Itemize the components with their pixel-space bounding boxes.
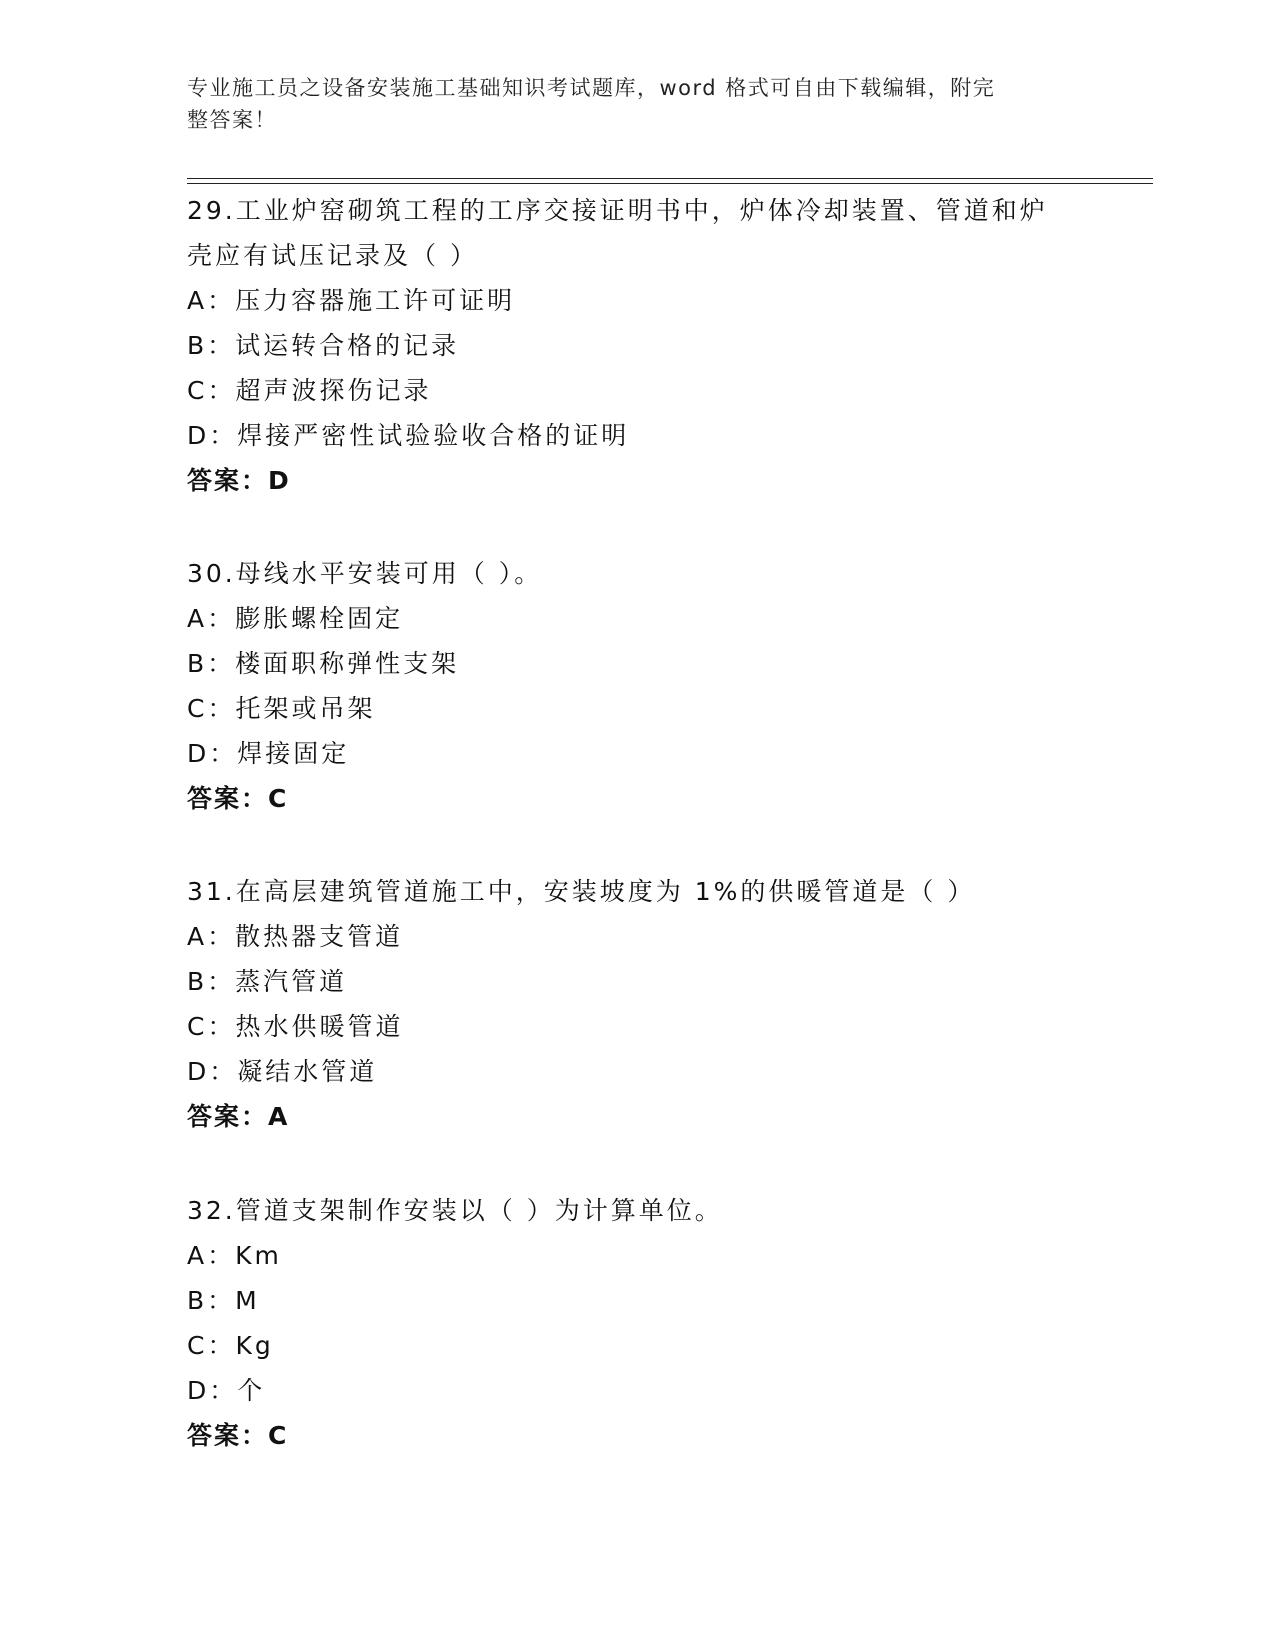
question-stem-line: 29.工业炉窑砌筑工程的工序交接证明书中，炉体冷却装置、管道和炉 <box>187 196 1048 225</box>
question-stem-line: 壳应有试压记录及（ ） <box>187 241 478 270</box>
option-d: D：凝结水管道 <box>187 1057 378 1086</box>
header-line-2: 整答案！ <box>187 108 277 132</box>
option-c: C：托架或吊架 <box>187 694 376 723</box>
option-d: D：焊接固定 <box>187 739 350 768</box>
question-stem-line: 30.母线水平安装可用（ ）。 <box>187 559 543 588</box>
document-header <box>187 72 1067 136</box>
option-d: D：个 <box>187 1376 266 1405</box>
option-a: A：膨胀螺栓固定 <box>187 604 404 633</box>
option-c: C：热水供暖管道 <box>187 1012 404 1041</box>
answer-line: 答案：C <box>187 784 289 813</box>
option-d: D：焊接严密性试验验收合格的证明 <box>187 421 630 450</box>
question-stem-line: 31.在高层建筑管道施工中，安装坡度为 1%的供暖管道是（ ） <box>187 877 976 906</box>
option-c: C：Kg <box>187 1331 274 1360</box>
answer-line: 答案：D <box>187 466 291 495</box>
question-29 <box>187 188 1087 503</box>
header-divider-top <box>187 178 1153 179</box>
option-b: B：蒸汽管道 <box>187 967 348 996</box>
header-line-1: 专业施工员之设备安装施工基础知识考试题库，word 格式可自由下载编辑，附完 <box>187 76 996 100</box>
option-b: B：楼面职称弹性支架 <box>187 649 460 678</box>
answer-line: 答案：A <box>187 1102 290 1131</box>
question-stem-line: 32.管道支架制作安装以（ ）为计算单位。 <box>187 1196 723 1225</box>
option-a: A：Km <box>187 1241 282 1270</box>
header-divider-bottom <box>187 183 1153 184</box>
answer-line: 答案：C <box>187 1421 289 1450</box>
option-b: B：试运转合格的记录 <box>187 331 460 360</box>
question-30 <box>187 551 1087 821</box>
option-a: A：压力容器施工许可证明 <box>187 286 516 315</box>
question-32 <box>187 1188 1087 1458</box>
option-c: C：超声波探伤记录 <box>187 376 432 405</box>
option-a: A：散热器支管道 <box>187 922 404 951</box>
option-b: B：M <box>187 1286 260 1315</box>
question-31 <box>187 869 1087 1139</box>
